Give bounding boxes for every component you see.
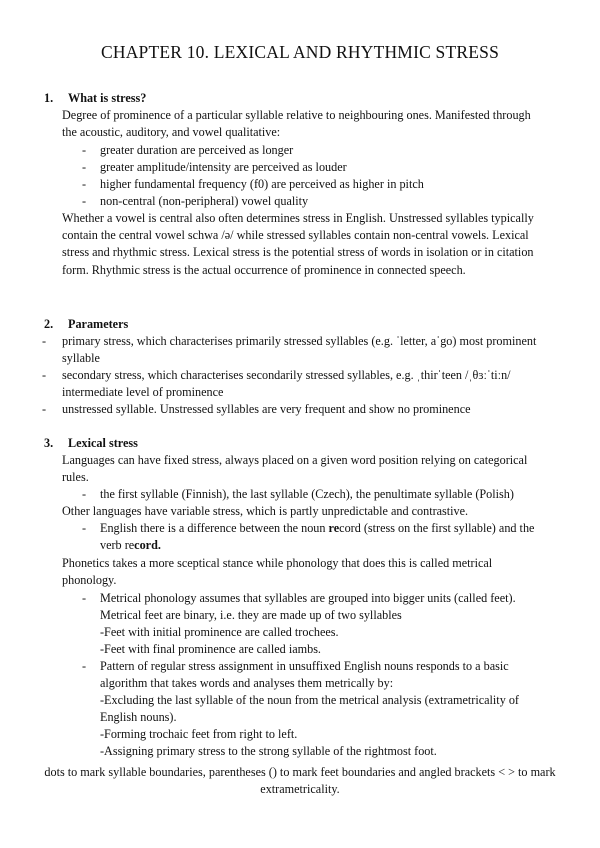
bullet-dash: - <box>42 334 47 348</box>
section-3-para-3: Phonetics takes a more sceptical stance while phonology that does this is called metrical phonology. <box>62 556 493 588</box>
section-3-para-2: Other languages have variable stress, which is partly unpredictable and contrastive. <box>62 504 469 518</box>
bullet-dash: - <box>82 143 87 157</box>
bullet-dash: - <box>82 521 87 535</box>
sub-item: -Assigning primary stress to the strong syllable of the rightmost foot. <box>100 744 437 758</box>
bullet-dash: - <box>82 177 87 191</box>
section-2-heading <box>44 316 128 333</box>
bullet-dash: - <box>82 487 87 501</box>
bullet-dash: - <box>82 194 87 208</box>
bullet-dash: - <box>82 591 87 605</box>
list-item: - the first syllable (Finnish), the last syllable (Czech), the penultimate syllable (Polish) <box>82 486 552 503</box>
sub-item: -Feet with initial prominence are called trochees. <box>100 625 339 639</box>
bullet-dash: - <box>82 659 87 673</box>
footer-note: dots to mark syllable boundaries, parentheses () to mark feet boundaries and angled brackets < > to mark extrametricality. <box>44 765 556 797</box>
section-1-intro: Degree of prominence of a particular syllable relative to neighbouring ones. Manifested through the acoustic, auditory, and vowel qualitative: <box>62 108 531 140</box>
list-item: - higher fundamental frequency (f0) are perceived as higher in pitch <box>82 176 542 193</box>
section-1-title: What is stress? <box>68 91 147 105</box>
list-item: - secondary stress, which characterises secondarily stressed syllables, e.g. ˌthirˈteen /ˌθɜːˈtiːn/ intermediate level of prominence <box>42 367 546 401</box>
sub-item: -Forming trochaic feet from right to left. <box>100 727 298 741</box>
section-2-title: Parameters <box>68 317 129 331</box>
list-item: - greater amplitude/intensity are perceived as louder <box>82 159 542 176</box>
section-3-title: Lexical stress <box>68 436 138 450</box>
list-item: - Pattern of regular stress assignment in unsuffixed English nouns responds to a basic algorithm that takes words and analyses them metrically by: <box>82 658 552 692</box>
list-item: - unstressed syllable. Unstressed syllables are very frequent and show no prominence <box>42 401 546 418</box>
list-item: - greater duration are perceived as longer <box>82 142 542 159</box>
section-1-number: 1. <box>44 91 54 105</box>
sub-item: -Excluding the last syllable of the noun from the metrical analysis (extrametricality of English nouns). <box>100 693 519 725</box>
list-item: - Metrical phonology assumes that syllables are grouped into bigger units (called feet). Metrical feet are binary, i.e. they are made up of two syllables <box>82 590 552 624</box>
section-3-number: 3. <box>44 436 54 450</box>
sub-item: -Feet with final prominence are called iambs. <box>100 642 321 656</box>
list-item: - non-central (non-peripheral) vowel quality <box>82 193 542 210</box>
section-3-para-1: Languages can have fixed stress, always placed on a given word position relying on categorical rules. <box>62 453 528 485</box>
section-1-body: Whether a vowel is central also often determines stress in English. Unstressed syllables typically contain the central vowel schwa /ə/ while stressed syllables contain non-central vowels. Lexical stress and rhythmic stress. Lexical stress is the potential stress of words in isolation or in citation form. Rhythmic stress is the actual occurrence of prominence in connected speech. <box>62 211 534 277</box>
list-item: - primary stress, which characterises primarily stressed syllables (e.g. ˈletter, aˈgo) most prominent syllable <box>42 333 546 367</box>
list-item: - English there is a difference between the noun record (stress on the first syllable) and the verb record. <box>82 520 552 554</box>
section-1-heading <box>44 90 146 107</box>
section-2-number: 2. <box>44 317 54 331</box>
section-3-heading <box>44 435 138 452</box>
bullet-dash: - <box>82 160 87 174</box>
chapter-title: CHAPTER 10. LEXICAL AND RHYTHMIC STRESS <box>100 42 499 62</box>
bullet-dash: - <box>42 402 47 416</box>
bullet-dash: - <box>42 368 47 382</box>
